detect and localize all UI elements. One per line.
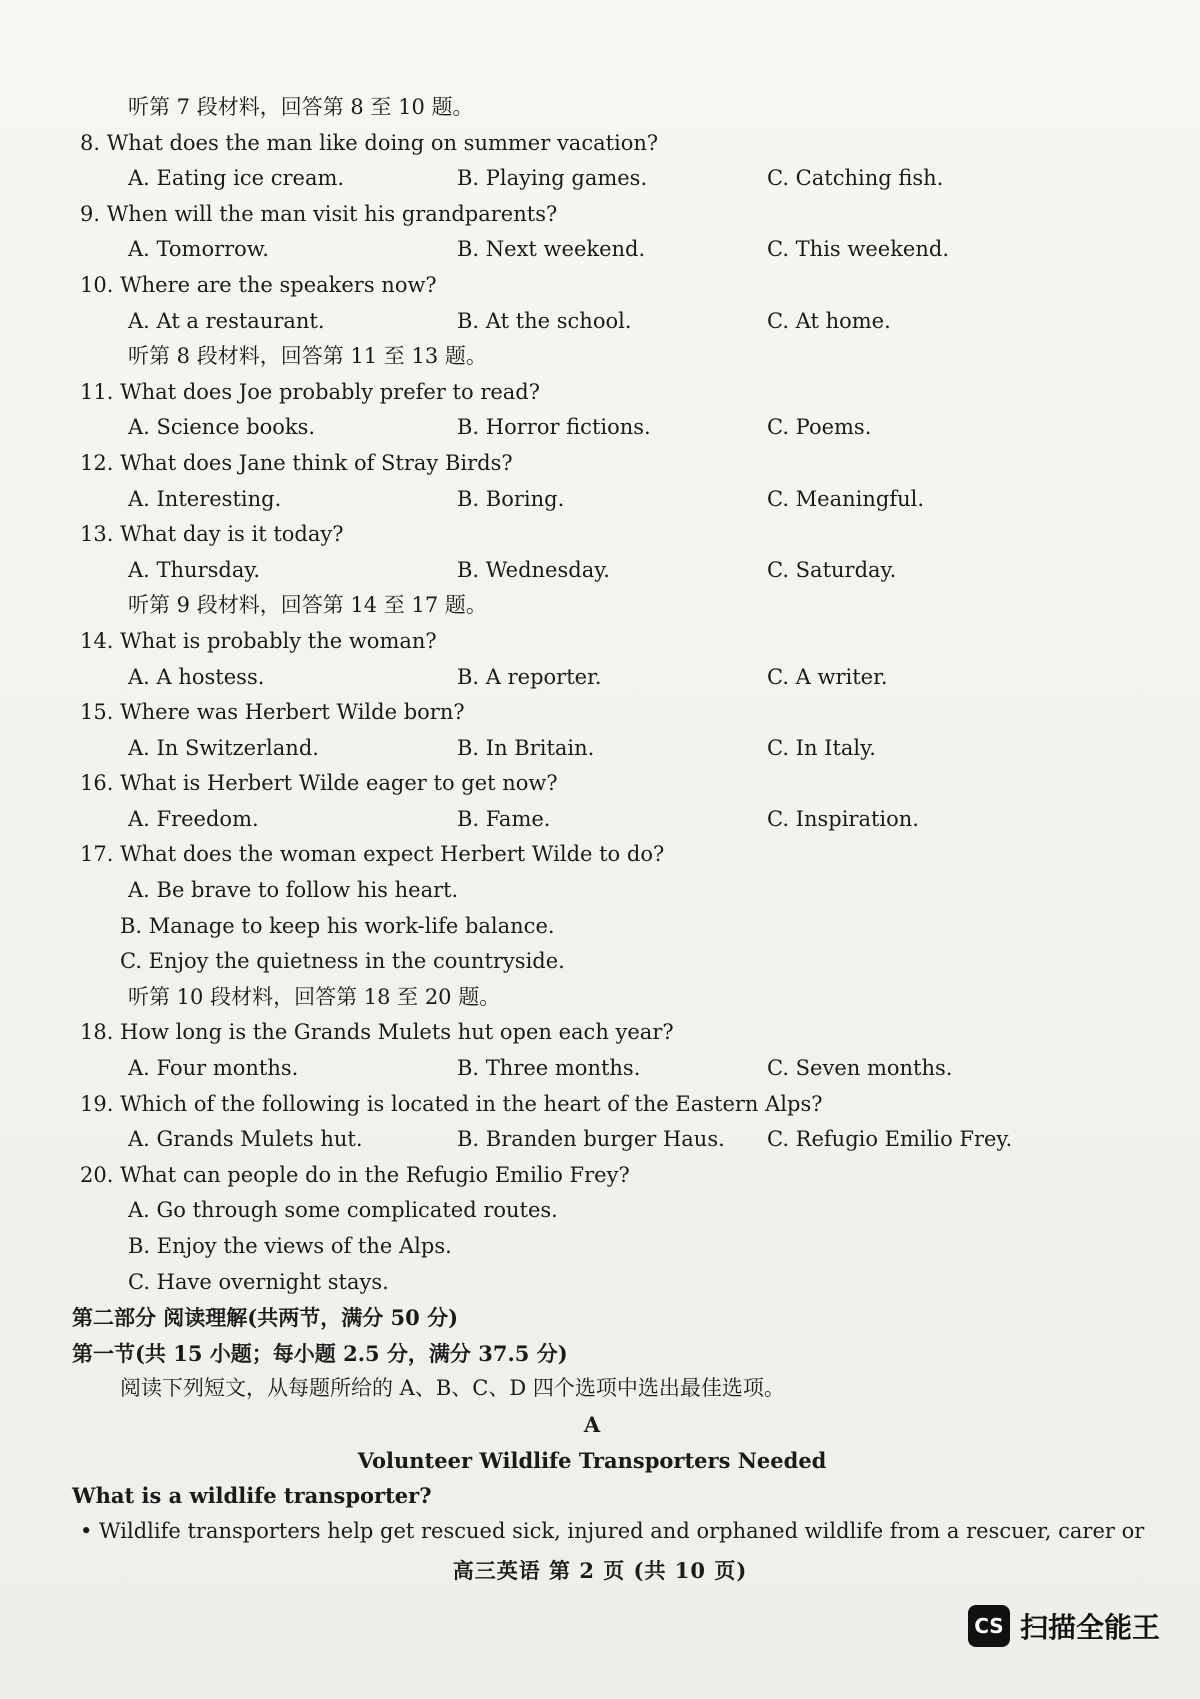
options-18 xyxy=(72,1051,1112,1087)
option-c: C. Seven months. xyxy=(767,1056,953,1081)
options-8 xyxy=(72,161,1112,197)
option-c: C. Have overnight stays. xyxy=(128,1269,389,1294)
option-b: B. Wednesday. xyxy=(457,557,610,582)
question-15: 15. Where was Herbert Wilde born? xyxy=(80,700,465,725)
option-b: B. A reporter. xyxy=(457,664,602,689)
option-b: B. Branden burger Haus. xyxy=(457,1127,725,1152)
question-9: 9. When will the man visit his grandparents? xyxy=(80,201,558,226)
question-8: 8. What does the man like doing on summer vacation? xyxy=(80,130,659,155)
exam-content xyxy=(72,90,1145,1549)
question-18: 18. How long is the Grands Mulets hut open each year? xyxy=(80,1020,674,1045)
option-b: B. At the school. xyxy=(457,308,632,333)
option-a: A. Freedom. xyxy=(128,806,259,831)
question-12: 12. What does Jane think of Stray Birds? xyxy=(80,450,513,475)
options-19 xyxy=(72,1122,1112,1158)
option-c: C. At home. xyxy=(767,308,891,333)
option-c: C. Catching fish. xyxy=(767,166,944,191)
option-c: C. In Italy. xyxy=(767,735,876,760)
option-a: A. Go through some complicated routes. xyxy=(128,1198,558,1223)
question-20: 20. What can people do in the Refugio Emilio Frey? xyxy=(80,1162,630,1187)
part2-section1: 第一节(共 15 小题；每小题 2.5 分，满分 37.5 分) xyxy=(72,1340,568,1366)
option-a: A. Thursday. xyxy=(128,557,261,582)
section-header-7: 听第 7 段材料，回答第 8 至 10 题。 xyxy=(128,95,474,119)
option-b: B. Boring. xyxy=(457,486,565,511)
question-11: 11. What does Joe probably prefer to read? xyxy=(80,379,541,404)
option-c: C. A writer. xyxy=(767,664,888,689)
question-14: 14. What is probably the woman? xyxy=(80,628,437,653)
option-b: B. Enjoy the views of the Alps. xyxy=(128,1234,452,1258)
passage-letter: A xyxy=(583,1411,601,1437)
options-11 xyxy=(72,410,1112,446)
section-header-10: 听第 10 段材料，回答第 18 至 20 题。 xyxy=(128,984,501,1009)
camscanner-logo-icon: CS xyxy=(968,1605,1010,1647)
scanner-app-label: 扫描全能王 xyxy=(1019,1611,1160,1644)
option-a: A. Four months. xyxy=(128,1056,299,1081)
option-b: B. Manage to keep his work-life balance. xyxy=(120,913,555,938)
passage-subheading: What is a wildlife transporter? xyxy=(72,1483,432,1509)
options-13 xyxy=(72,553,1112,589)
option-b: B. Next weekend. xyxy=(457,237,646,262)
options-10 xyxy=(72,304,1112,340)
section-header-9: 听第 9 段材料，回答第 14 至 17 题。 xyxy=(128,593,487,618)
options-14 xyxy=(72,660,1112,696)
page-footer: 高三英语 第 2 页 (共 10 页) xyxy=(452,1558,748,1583)
option-b: B. Horror fictions. xyxy=(457,415,651,440)
passage-title: Volunteer Wildlife Transporters Needed xyxy=(357,1447,827,1473)
option-a: A. Grands Mulets hut. xyxy=(128,1127,363,1152)
question-10: 10. Where are the speakers now? xyxy=(80,272,437,297)
options-15 xyxy=(72,731,1112,767)
option-c: C. Meaningful. xyxy=(767,486,925,511)
option-c: C. Enjoy the quietness in the countryside. xyxy=(120,949,565,974)
option-b: B. Fame. xyxy=(457,806,551,831)
option-c: C. Inspiration. xyxy=(767,806,919,831)
option-a: A. Be brave to follow his heart. xyxy=(128,878,459,903)
option-c: C. Poems. xyxy=(767,415,872,440)
option-b: B. Playing games. xyxy=(457,166,648,191)
option-a: A. Interesting. xyxy=(128,486,282,511)
option-b: B. In Britain. xyxy=(457,735,595,760)
part2-title: 第二部分 阅读理解(共两节，满分 50 分) xyxy=(72,1305,459,1331)
option-a: A. In Switzerland. xyxy=(128,735,319,760)
option-c: C. This weekend. xyxy=(767,237,949,262)
option-a: A. At a restaurant. xyxy=(128,308,325,333)
section-header-8: 听第 8 段材料，回答第 11 至 13 题。 xyxy=(128,344,487,369)
option-c: C. Saturday. xyxy=(767,557,897,582)
option-c: C. Refugio Emilio Frey. xyxy=(767,1127,1013,1152)
option-a: A. Eating ice cream. xyxy=(128,166,345,191)
option-a: A. Science books. xyxy=(128,415,316,440)
options-9 xyxy=(72,232,1112,268)
option-a: A. A hostess. xyxy=(128,664,265,689)
scanner-watermark xyxy=(968,1605,1160,1647)
question-16: 16. What is Herbert Wilde eager to get now? xyxy=(80,771,558,796)
question-19: 19. Which of the following is located in the heart of the Eastern Alps? xyxy=(80,1091,823,1116)
option-a: A. Tomorrow. xyxy=(128,237,269,262)
options-12 xyxy=(72,482,1112,518)
question-13: 13. What day is it today? xyxy=(80,522,344,547)
passage-bullet: • Wildlife transporters help get rescued sick, injured and orphaned wildlife from a rescuer, carer or xyxy=(80,1518,1145,1543)
options-16 xyxy=(72,802,1112,838)
option-b: B. Three months. xyxy=(457,1056,641,1081)
question-17: 17. What does the woman expect Herbert Wilde to do? xyxy=(80,842,665,867)
part2-instruction: 阅读下列短文，从每题所给的 A、B、C、D 四个选项中选出最佳选项。 xyxy=(120,1376,785,1401)
